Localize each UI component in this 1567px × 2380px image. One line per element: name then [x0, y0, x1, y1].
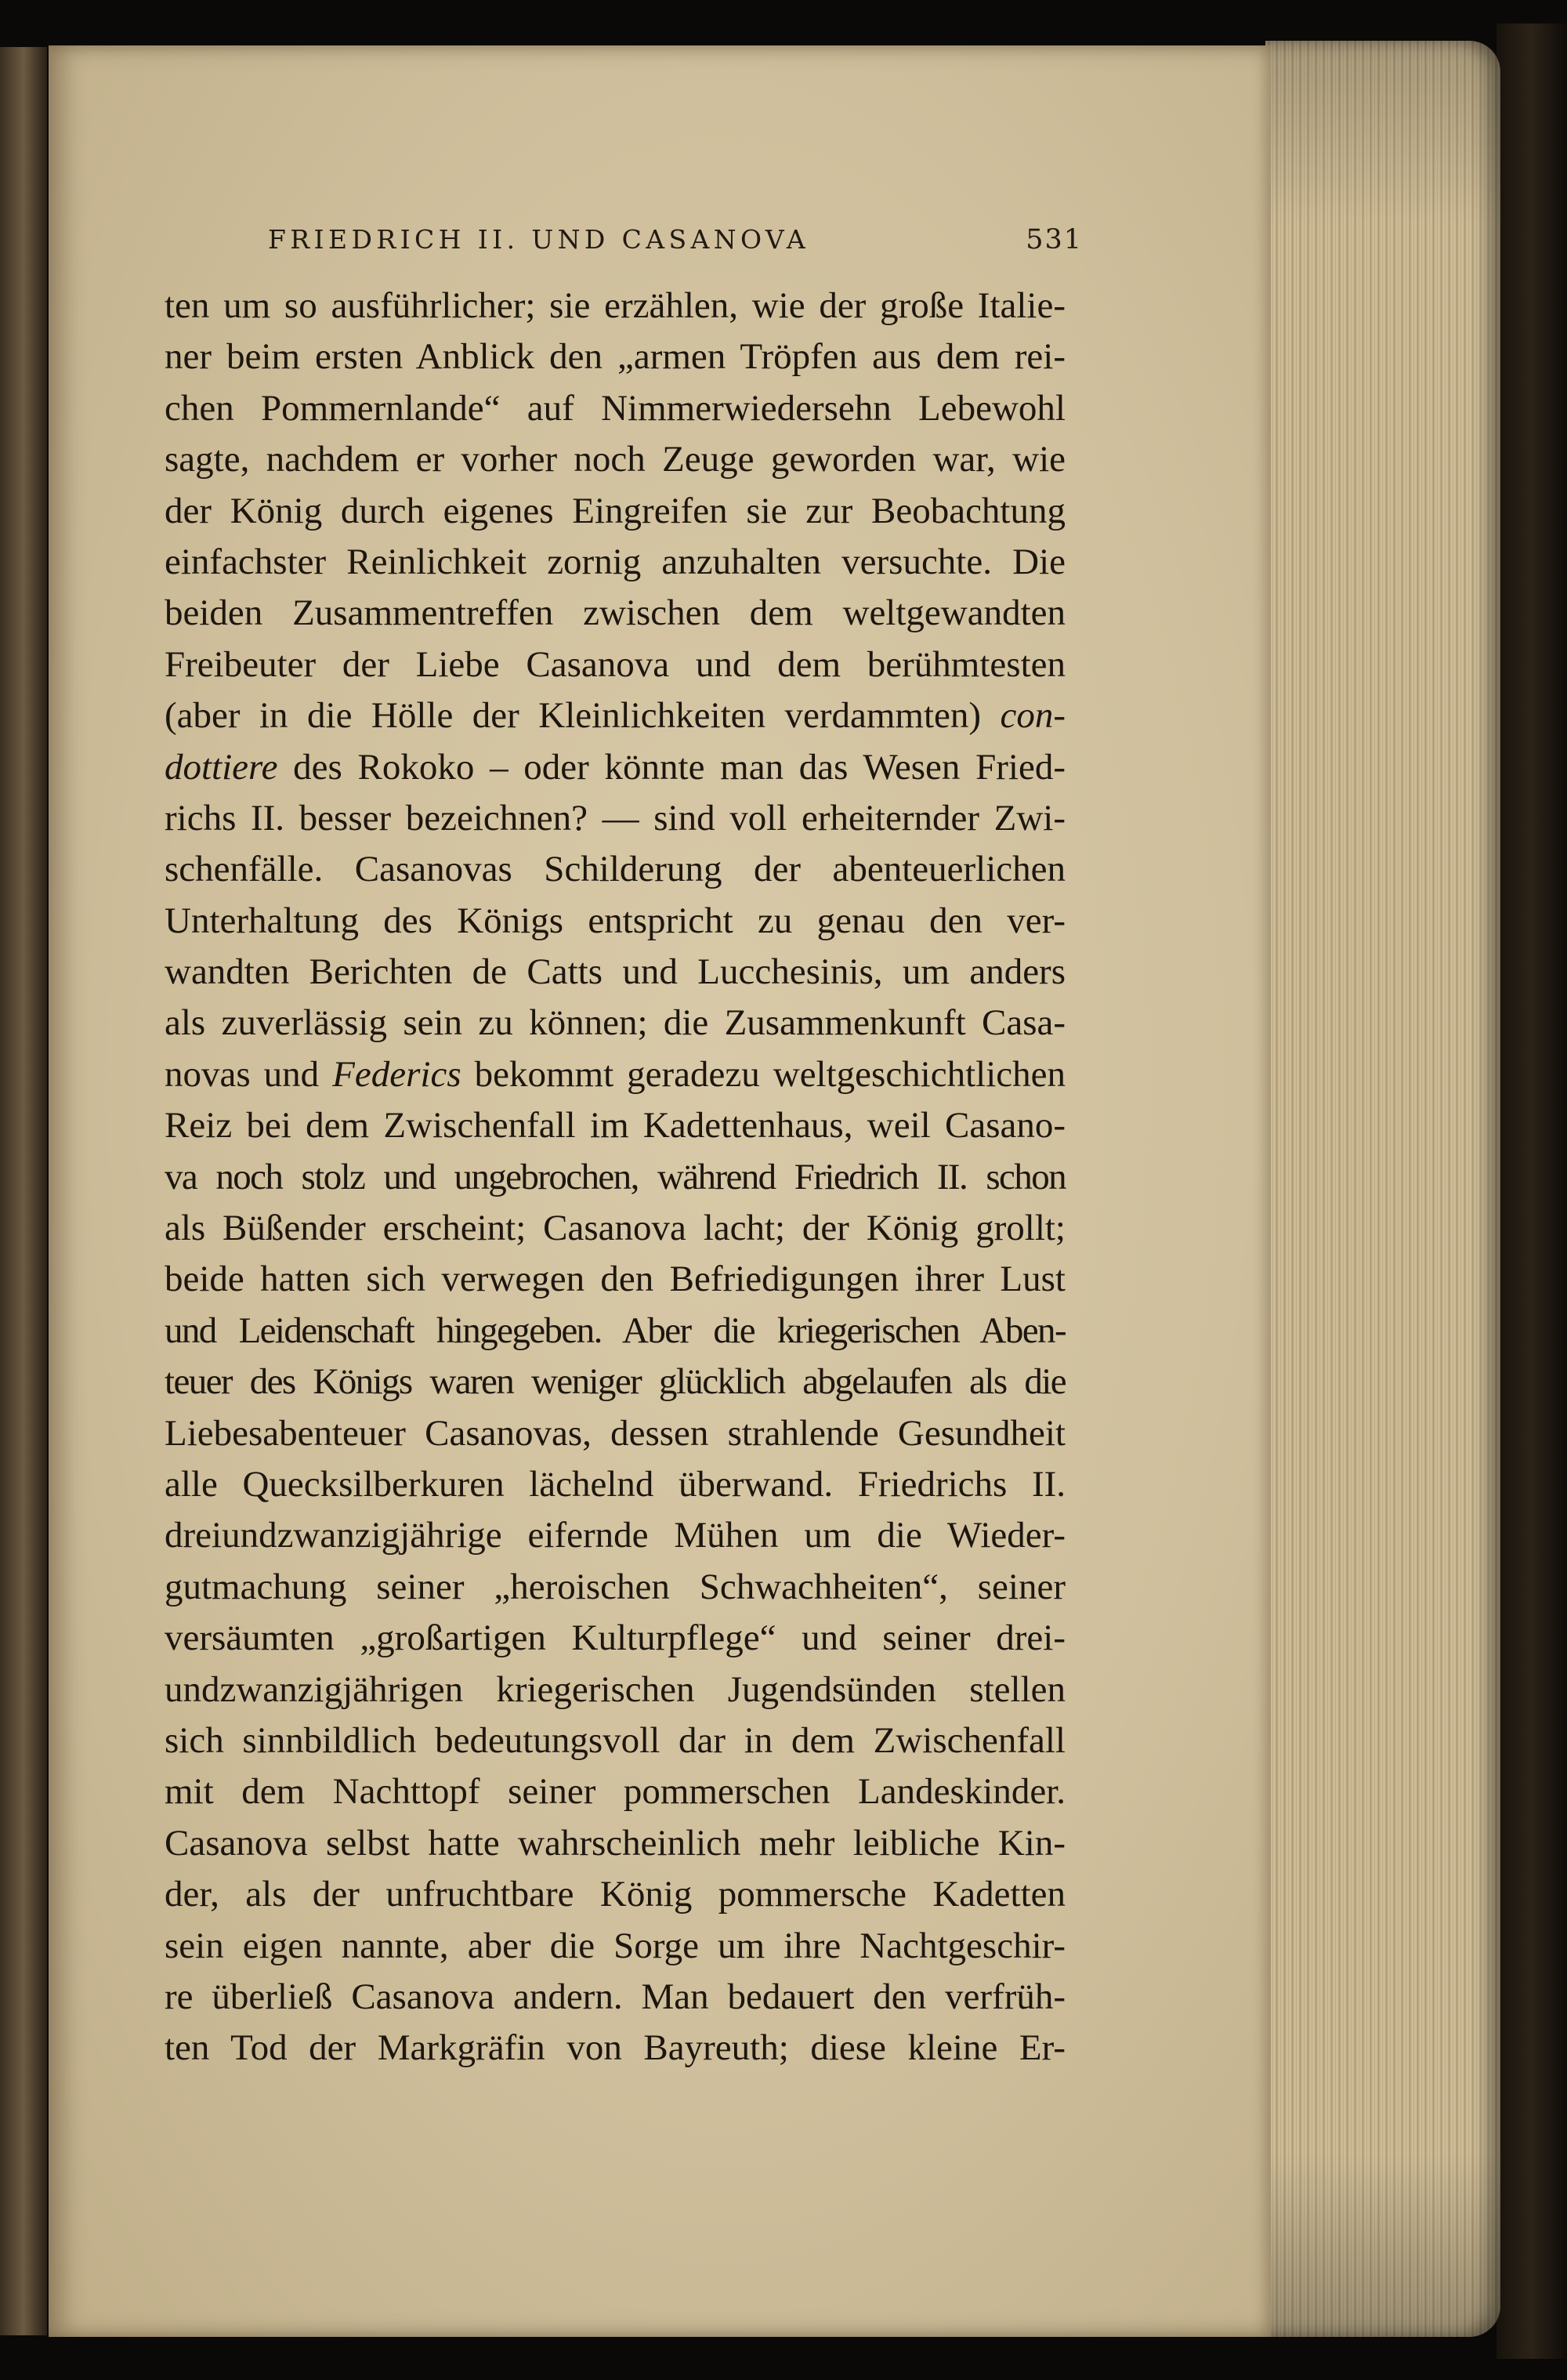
book-cover-edge — [1496, 24, 1567, 2359]
text-line: beide hatten sich verwegen den Befriedigungen ihrer Lust — [165, 1259, 1066, 1300]
text-line — [165, 690, 1066, 741]
text-line — [165, 1049, 1066, 1100]
text-line: der, als der unfruchtbare König pommersche Kadetten — [165, 1874, 1066, 1915]
text-line: und Leidenschaft hingegeben. Aber die kriegerischen Aben- — [165, 1310, 1066, 1351]
text-line: gutmachung seiner „heroischen Schwachheiten“, seiner — [165, 1566, 1066, 1607]
text-line: va noch stolz und ungebrochen, während Friedrich II. schon — [165, 1156, 1066, 1197]
text-line: teuer des Königs waren weniger glücklich abgelaufen als die — [165, 1361, 1066, 1403]
page-stack-fore-edge — [1265, 41, 1500, 2337]
text-span: bekommt geradezu weltgeschichtlichen — [461, 1053, 1066, 1095]
running-head — [268, 224, 1083, 271]
text-line: ten um so ausführlicher; sie erzählen, wie der große Italie- — [165, 285, 1066, 326]
text-span: (aber in die Hölle der Kleinlichkeiten verdammten) — [165, 695, 1001, 737]
text-line: chen Pommernlande“ auf Nimmerwiedersehn Lebewohl — [165, 387, 1066, 429]
text-line: der König durch eigenes Eingreifen sie zur Beobachtung — [165, 490, 1066, 531]
text-line: alle Quecksilberkuren lächelnd überwand. Friedrichs II. — [165, 1463, 1066, 1505]
left-page-edge — [0, 47, 47, 2335]
text-line: Freibeuter der Liebe Casanova und dem berühmtesten — [165, 643, 1066, 685]
text-line: re überließ Casanova andern. Man bedauert den verfrüh- — [165, 1976, 1066, 2017]
text-line: mit dem Nachttopf seiner pommerschen Landeskinder. — [165, 1771, 1066, 1813]
text-line: sein eigen nannte, aber die Sorge um ihre Nachtgeschir- — [165, 1925, 1066, 1966]
body-text — [165, 281, 1066, 2074]
text-line: sagte, nachdem er vorher noch Zeuge geworden war, wie — [165, 439, 1066, 480]
text-line: dreiundzwanzigjährige eifernde Mühen um die Wieder- — [165, 1515, 1066, 1556]
text-line: ten Tod der Markgräfin von Bayreuth; diese kleine Er- — [165, 2027, 1066, 2069]
text-line: undzwanzigjährigen kriegerischen Jugendsünden stellen — [165, 1668, 1066, 1710]
text-line: Casanova selbst hatte wahrscheinlich mehr leibliche Kin- — [165, 1822, 1066, 1864]
text-line: Liebesabenteuer Casanovas, dessen strahlende Gesundheit — [165, 1412, 1066, 1454]
italic-text: con- — [1000, 695, 1066, 737]
text-line: Reiz bei dem Zwischenfall im Kadettenhaus, weil Casano- — [165, 1105, 1066, 1147]
text-line — [165, 742, 1066, 793]
book-page — [49, 45, 1271, 2337]
running-head-title: FRIEDRICH II. UND CASANOVA — [268, 224, 810, 255]
page-number: 531 — [1026, 224, 1083, 255]
text-line: ner beim ersten Anblick den „armen Tröpfen aus dem rei- — [165, 336, 1066, 378]
italic-text: dottiere — [165, 746, 278, 788]
text-line: als zuverlässig sein zu können; die Zusammenkunft Casa- — [165, 1002, 1066, 1044]
text-line: schenfälle. Casanovas Schilderung der abenteuerlichen — [165, 849, 1066, 890]
italic-text: Federics — [332, 1053, 461, 1095]
text-line: wandten Berichten de Catts und Lucchesinis, um anders — [165, 951, 1066, 993]
text-line: Unterhaltung des Königs entspricht zu genau den ver- — [165, 900, 1066, 941]
text-line: sich sinnbildlich bedeutungsvoll dar in dem Zwischenfall — [165, 1719, 1066, 1761]
text-span: novas und — [165, 1053, 333, 1095]
text-line: als Büßender erscheint; Casanova lacht; der König grollt; — [165, 1208, 1066, 1249]
text-line: einfachster Reinlichkeit zornig anzuhalten versuchte. Die — [165, 541, 1066, 582]
text-line: beiden Zusammentreffen zwischen dem weltgewandten — [165, 592, 1066, 634]
text-line: versäumten „großartigen Kulturpflege“ und seiner drei- — [165, 1617, 1066, 1659]
text-span: des Rokoko – oder könnte man das Wesen Fried- — [277, 746, 1066, 788]
text-line: richs II. besser bezeichnen? — sind voll erheiternder Zwi- — [165, 797, 1066, 839]
